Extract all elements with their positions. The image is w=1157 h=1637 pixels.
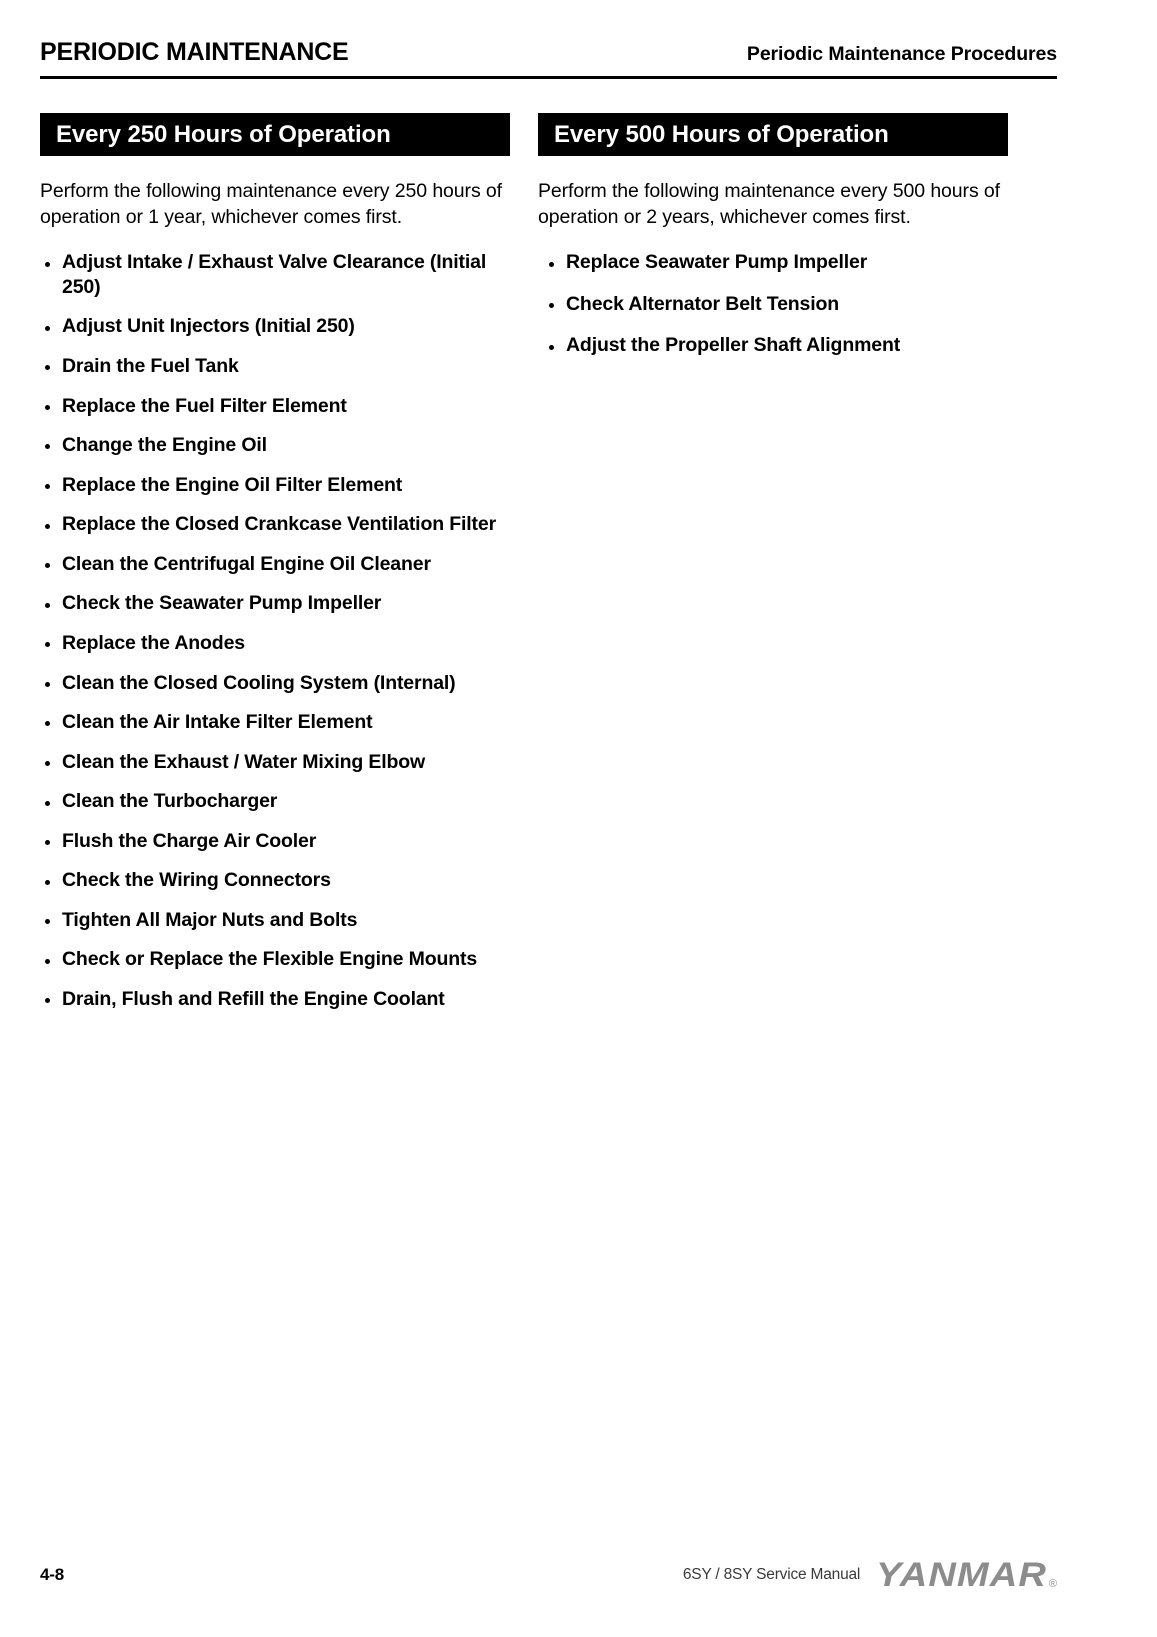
- header-divider-rule: [40, 76, 1057, 79]
- bullet-dot-icon: [549, 262, 554, 267]
- list-item: [40, 591, 510, 616]
- bullet-dot-icon: [45, 880, 50, 885]
- list-item: [40, 631, 510, 656]
- footer-right-group: [683, 1558, 1057, 1592]
- list-item-label: Replace the Closed Crankcase Ventilation Filter: [62, 513, 497, 536]
- section-heading-bar-500: [538, 113, 1008, 156]
- list-item-label: Adjust the Propeller Shaft Alignment: [566, 334, 901, 357]
- list-item-label: Clean the Centrifugal Engine Oil Cleaner: [62, 552, 431, 575]
- maintenance-list-500: [538, 250, 1008, 358]
- intro-paragraph-500: Perform the following maintenance every 500 hours of operation or 2 years, whichever comes first.: [538, 180, 1000, 228]
- bullet-dot-icon: [45, 801, 50, 806]
- list-item-label: Clean the Exhaust / Water Mixing Elbow: [62, 750, 426, 773]
- page-running-header: [40, 38, 1057, 67]
- bullet-dot-icon: [45, 262, 50, 267]
- bullet-dot-icon: [45, 642, 50, 647]
- list-item: [40, 314, 510, 339]
- section-heading-bar-250: [40, 113, 510, 156]
- list-item-label: Replace Seawater Pump Impeller: [566, 251, 868, 274]
- page-footer: [40, 1558, 1057, 1592]
- list-item-label: Replace the Anodes: [62, 631, 245, 654]
- list-item: [40, 671, 510, 696]
- list-item: [40, 750, 510, 775]
- list-item-label: Adjust Unit Injectors (Initial 250): [62, 315, 355, 338]
- bullet-dot-icon: [45, 998, 50, 1003]
- yanmar-wordmark: YANMAR: [876, 1556, 1048, 1594]
- manual-name-label: 6SY / 8SY Service Manual: [682, 1566, 861, 1583]
- registered-trademark-icon: ®: [1048, 1578, 1057, 1590]
- list-item: [40, 394, 510, 419]
- list-item: [40, 354, 510, 379]
- list-item-label: Drain, Flush and Refill the Engine Coolant: [62, 988, 445, 1011]
- list-item-label: Check or Replace the Flexible Engine Mounts: [62, 948, 478, 971]
- bullet-dot-icon: [45, 524, 50, 529]
- section-heading-label-250: Every 250 Hours of Operation: [56, 120, 391, 148]
- bullet-dot-icon: [45, 484, 50, 489]
- list-item: [538, 250, 1008, 275]
- list-item-label: Tighten All Major Nuts and Bolts: [62, 908, 358, 931]
- body-columns: [40, 113, 1057, 1027]
- bullet-dot-icon: [45, 721, 50, 726]
- list-item-label: Check Alternator Belt Tension: [566, 292, 840, 315]
- bullet-dot-icon: [45, 840, 50, 845]
- list-item-label: Clean the Air Intake Filter Element: [62, 711, 373, 734]
- bullet-dot-icon: [45, 563, 50, 568]
- list-item-label: Check the Wiring Connectors: [62, 869, 331, 892]
- bullet-dot-icon: [45, 326, 50, 331]
- list-item-label: Change the Engine Oil: [62, 434, 267, 457]
- maintenance-list-250: [40, 250, 510, 1011]
- list-item-label: Replace the Engine Oil Filter Element: [62, 473, 403, 496]
- list-item-label: Adjust Intake / Exhaust Valve Clearance (Initial 250): [62, 251, 487, 298]
- list-item: [40, 433, 510, 458]
- column-every-250-hours: [40, 113, 510, 1027]
- list-item: [40, 868, 510, 893]
- list-item-label: Clean the Closed Cooling System (Internal): [62, 671, 456, 694]
- list-item-label: Flush the Charge Air Cooler: [62, 829, 317, 852]
- bullet-dot-icon: [45, 405, 50, 410]
- list-item: [40, 789, 510, 814]
- bullet-dot-icon: [45, 761, 50, 766]
- list-item: [538, 333, 1008, 358]
- chapter-title: PERIODIC MAINTENANCE: [40, 38, 349, 66]
- bullet-dot-icon: [45, 365, 50, 370]
- yanmar-logo: [876, 1558, 1057, 1592]
- list-item-label: Replace the Fuel Filter Element: [62, 394, 347, 417]
- list-item: [538, 292, 1008, 317]
- section-heading-label-500: Every 500 Hours of Operation: [554, 120, 889, 148]
- list-item-label: Clean the Turbocharger: [62, 790, 278, 813]
- intro-paragraph-250: Perform the following maintenance every 250 hours of operation or 1 year, whichever comes first.: [40, 180, 502, 228]
- bullet-dot-icon: [45, 444, 50, 449]
- list-item: [40, 710, 510, 735]
- column-every-500-hours: [538, 113, 1008, 1027]
- list-item: [40, 908, 510, 933]
- list-item-label: Drain the Fuel Tank: [62, 355, 239, 378]
- list-item: [40, 829, 510, 854]
- list-item: [40, 987, 510, 1012]
- section-title: Periodic Maintenance Procedures: [746, 43, 1057, 65]
- list-item: [40, 473, 510, 498]
- list-item: [40, 250, 510, 299]
- list-item: [40, 512, 510, 537]
- list-item-label: Check the Seawater Pump Impeller: [62, 592, 382, 615]
- bullet-dot-icon: [549, 345, 554, 350]
- list-item: [40, 947, 510, 972]
- bullet-dot-icon: [45, 959, 50, 964]
- page-number: 4-8: [40, 1565, 64, 1584]
- bullet-dot-icon: [549, 303, 554, 308]
- bullet-dot-icon: [45, 603, 50, 608]
- bullet-dot-icon: [45, 919, 50, 924]
- list-item: [40, 552, 510, 577]
- bullet-dot-icon: [45, 682, 50, 687]
